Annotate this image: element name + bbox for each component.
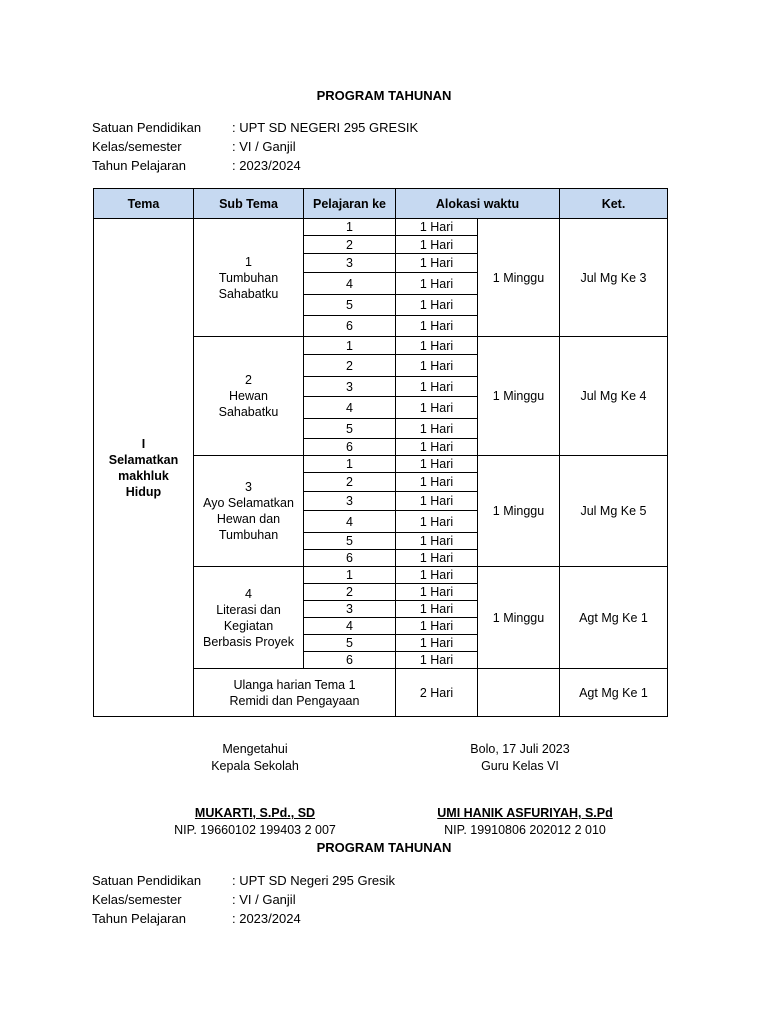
lesson-days-cell: 1 Hari: [396, 337, 478, 355]
tema-line: I: [141, 436, 146, 451]
lesson-days-cell: 1 Hari: [396, 533, 478, 550]
signature-left: [155, 741, 355, 775]
sub-tema-name: Literasi dan: [216, 602, 281, 617]
week-allocation-cell: 1 Minggu: [478, 567, 560, 669]
teacher-name: UMI HANIK ASFURIYAH, S.Pd: [437, 806, 613, 820]
lesson-number-cell: 4: [304, 618, 396, 635]
lesson-number-cell: 4: [304, 511, 396, 533]
table-body: [94, 219, 668, 717]
lesson-number-cell: 6: [304, 439, 396, 456]
sub-tema-cell: [194, 337, 304, 456]
lesson-number-cell: 5: [304, 635, 396, 652]
info-value: : 2023/2024: [232, 158, 301, 173]
summary-days-cell: 2 Hari: [396, 669, 478, 717]
lesson-days-cell: 1 Hari: [396, 652, 478, 669]
signature-right-name-block: [395, 805, 655, 839]
ket-cell: Agt Mg Ke 1: [560, 567, 668, 669]
sub-tema-name: Berbasis Proyek: [202, 634, 294, 649]
lesson-number-cell: 3: [304, 601, 396, 618]
lesson-days-cell: 1 Hari: [396, 295, 478, 316]
lesson-days-cell: 1 Hari: [396, 492, 478, 511]
sub-tema-name: Sahabatku: [218, 286, 279, 301]
header-pelajaran-ke: Pelajaran ke: [304, 189, 396, 219]
lesson-number-cell: 5: [304, 533, 396, 550]
lesson-number-cell: 1: [304, 567, 396, 584]
sub-tema-name: Tumbuhan: [218, 270, 279, 285]
lesson-days-cell: 1 Hari: [396, 618, 478, 635]
info-value: : VI / Ganjil: [232, 139, 296, 154]
sub-tema-cell: [194, 219, 304, 337]
week-allocation-cell: 1 Minggu: [478, 219, 560, 337]
info-label: Satuan Pendidikan: [92, 120, 202, 135]
week-allocation-cell: 1 Minggu: [478, 456, 560, 567]
lesson-days-cell: 1 Hari: [396, 635, 478, 652]
info-row-kelas: [92, 137, 418, 156]
header-tema: Tema: [94, 189, 194, 219]
lesson-days-cell: 1 Hari: [396, 236, 478, 254]
sub-tema-cell: [194, 456, 304, 567]
info-value: : VI / Ganjil: [232, 892, 296, 907]
info-label: Kelas/semester: [92, 892, 182, 907]
lesson-days-cell: 1 Hari: [396, 273, 478, 295]
tema-line: Hidup: [125, 484, 162, 499]
principal-nip: NIP. 19660102 199403 2 007: [174, 823, 336, 837]
lesson-number-cell: 3: [304, 254, 396, 273]
document-title-2: PROGRAM TAHUNAN: [316, 840, 452, 855]
lesson-days-cell: 1 Hari: [396, 219, 478, 236]
lesson-number-cell: 6: [304, 550, 396, 567]
header-ket: Ket.: [560, 189, 668, 219]
lesson-days-cell: 1 Hari: [396, 550, 478, 567]
sub-tema-name: Ayo Selamatkan: [203, 496, 294, 510]
lesson-days-cell: 1 Hari: [396, 254, 478, 273]
lesson-number-cell: 4: [304, 397, 396, 419]
lesson-number-cell: 2: [304, 236, 396, 254]
info-label: Tahun Pelajaran: [92, 158, 186, 173]
lesson-number-cell: 3: [304, 377, 396, 397]
summary-label-cell: [194, 669, 396, 717]
sub-tema-name: Sahabatku: [218, 405, 279, 419]
lesson-number-cell: 2: [304, 355, 396, 377]
sub-tema-number: 3: [245, 480, 252, 494]
document-title: PROGRAM TAHUNAN: [316, 88, 452, 103]
teacher-nip: NIP. 19910806 202012 2 010: [444, 823, 606, 837]
sig-right-date: Bolo, 17 Juli 2023: [470, 742, 570, 756]
sub-tema-name: Tumbuhan: [218, 528, 279, 542]
signature-left-name-block: [135, 805, 375, 839]
document-info: [92, 118, 418, 175]
summary-ket-cell: Agt Mg Ke 1: [560, 669, 668, 717]
lesson-number-cell: 4: [304, 273, 396, 295]
ket-cell: Jul Mg Ke 4: [560, 337, 668, 456]
lesson-number-cell: 2: [304, 584, 396, 601]
lesson-days-cell: 1 Hari: [396, 355, 478, 377]
info-label: Tahun Pelajaran: [92, 911, 186, 926]
principal-name: MUKARTI, S.Pd., SD: [194, 806, 316, 820]
lesson-number-cell: 2: [304, 473, 396, 492]
lesson-days-cell: 1 Hari: [396, 601, 478, 618]
lesson-days-cell: 1 Hari: [396, 456, 478, 473]
sub-tema-number: 2: [245, 373, 252, 387]
ket-cell: Jul Mg Ke 5: [560, 456, 668, 567]
info-row-kelas: [92, 890, 395, 909]
signature-right: [405, 741, 635, 775]
sig-left-line1: Mengetahui: [222, 742, 288, 756]
info-row-tahun: [92, 909, 395, 928]
info-row-tahun: [92, 156, 418, 175]
tema-line: Selamatkan: [108, 452, 179, 467]
summary-label-line: Ulanga harian Tema 1: [233, 677, 356, 692]
lesson-days-cell: 1 Hari: [396, 419, 478, 439]
info-value: : UPT SD Negeri 295 Gresik: [232, 873, 396, 888]
lesson-number-cell: 1: [304, 337, 396, 355]
lesson-number-cell: 1: [304, 456, 396, 473]
info-label: Kelas/semester: [92, 139, 182, 154]
tema-line: makhluk: [118, 468, 169, 483]
lesson-days-cell: 1 Hari: [396, 316, 478, 337]
sub-tema-name: Hewan: [229, 389, 268, 403]
header-alokasi-waktu: Alokasi waktu: [396, 189, 560, 219]
ket-cell: Jul Mg Ke 3: [560, 219, 668, 337]
info-value: : 2023/2024: [232, 911, 301, 926]
lesson-number-cell: 1: [304, 219, 396, 236]
sub-tema-name: Hewan dan: [216, 512, 281, 526]
summary-label-line: Remidi dan Pengayaan: [229, 693, 360, 708]
lesson-days-cell: 1 Hari: [396, 377, 478, 397]
table-row: [94, 219, 668, 236]
info-row-satuan: [92, 871, 395, 890]
lesson-number-cell: 3: [304, 492, 396, 511]
lesson-number-cell: 6: [304, 652, 396, 669]
sig-right-role: Guru Kelas VI: [481, 759, 559, 773]
document-info-2: [92, 871, 395, 928]
sub-tema-cell: [194, 567, 304, 669]
header-sub-tema: Sub Tema: [194, 189, 304, 219]
lesson-number-cell: 5: [304, 295, 396, 316]
sub-tema-number: 4: [245, 586, 252, 601]
program-table: [93, 188, 668, 717]
lesson-days-cell: 1 Hari: [396, 473, 478, 492]
lesson-days-cell: 1 Hari: [396, 397, 478, 419]
info-row-satuan: [92, 118, 418, 137]
lesson-number-cell: 6: [304, 316, 396, 337]
sub-tema-name: Kegiatan: [223, 618, 274, 633]
lesson-number-cell: 5: [304, 419, 396, 439]
info-value: : UPT SD NEGERI 295 GRESIK: [232, 120, 419, 135]
week-allocation-cell: 1 Minggu: [478, 337, 560, 456]
lesson-days-cell: 1 Hari: [396, 439, 478, 456]
tema-cell: [94, 219, 194, 717]
lesson-days-cell: 1 Hari: [396, 511, 478, 533]
info-label: Satuan Pendidikan: [92, 873, 202, 888]
lesson-days-cell: 1 Hari: [396, 584, 478, 601]
sub-tema-number: 1: [245, 254, 252, 269]
sig-left-line2: Kepala Sekolah: [211, 759, 299, 773]
lesson-days-cell: 1 Hari: [396, 567, 478, 584]
summary-week-cell: [478, 669, 560, 717]
table-header-row: [94, 189, 668, 219]
